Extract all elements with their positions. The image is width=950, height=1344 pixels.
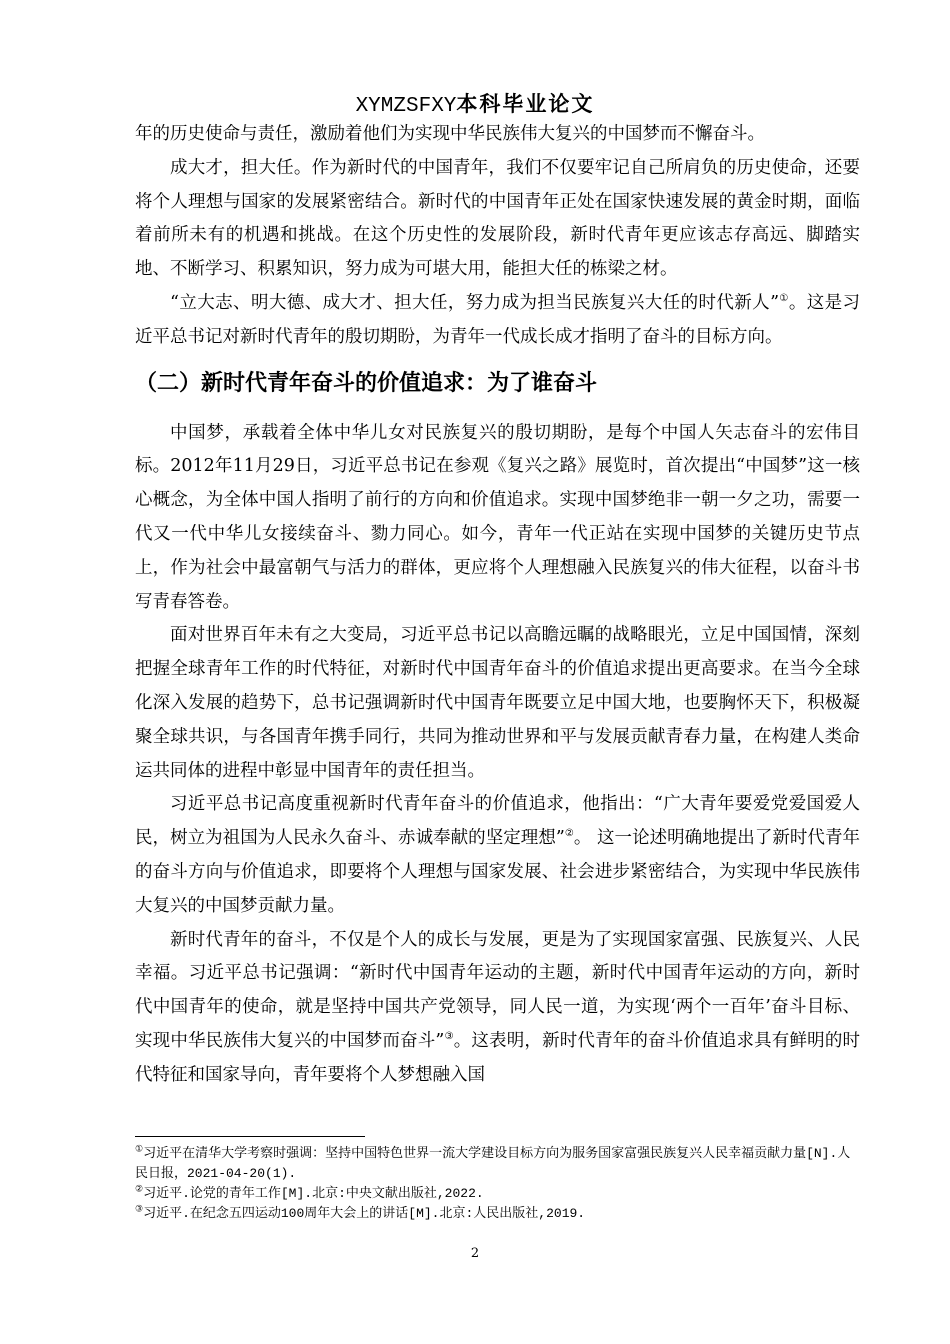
paragraph: 成大才，担大任。作为新时代的中国青年，我们不仅要牢记自己所肩负的历史使命，还要将个人理想与国家的发展紧密结合。新时代的中国青年正处在国家快速发展的黄金时期，面临着前所未有的机遇和挑战。在这个历史性的发展阶段，新时代青年更应该志存高远、脚踏实地、不断学习、积累知识，努力成为可堪大用，能担大任的栋梁之材。 — [135, 157, 860, 280]
section-heading: （二）新时代青年奋斗的价值追求：为了谁奋斗 — [135, 370, 598, 396]
paragraph: 中国梦，承载着全体中华儿女对民族复兴的殷切期盼，是每个中国人矢志奋斗的宏伟目标。2012年11月29日，习近平总书记在参观《复兴之路》展览时，首次提出“中国梦”这一核心概念，为全体中国人指明了前行的方向和价值追求。实现中国梦绝非一朝一夕之功，需要一代又一代中华儿女接续奋斗、勠力同心。如今，青年一代正站在实现中国梦的关键历史节点上，作为社会中最富朝气与活力的群体，更应将个人理想融入民族复兴的伟大征程，以奋斗书写青春答卷。 — [135, 422, 860, 612]
footnote-ref: ② — [564, 828, 574, 840]
header-code: XYMZSFXY — [355, 95, 457, 118]
footnote: ①习近平在清华大学考察时强调：坚持中国特色世界一流大学建设目标方向为服务国家富强民族复兴人民幸福贡献力量[N].人民日报，2021-04-20(1). — [135, 1144, 851, 1181]
page-number: 2 — [470, 1246, 480, 1261]
footnote-ref: ① — [779, 293, 789, 305]
footnote: ②习近平.论党的青年工作[M].北京:中央文献出版社,2022. — [135, 1184, 484, 1201]
header-label: 本科毕业论文 — [456, 92, 595, 116]
paragraph: 面对世界百年未有之大变局，习近平总书记以高瞻远瞩的战略眼光，立足中国国情，深刻把握全球青年工作的时代特征，对新时代中国青年奋斗的价值追求提出更高要求。在当今全球化深入发展的趋势下，总书记强调新时代中国青年既要立足中国大地，也要胸怀天下，积极凝聚全球共识，与各国青年携手同行，共同为推动世界和平与发展贡献青春力量，在构建人类命运共同体的进程中彰显中国青年的责任担当。 — [135, 625, 860, 781]
footnotes — [135, 1144, 860, 1224]
footnote: ③习近平.在纪念五四运动100周年大会上的讲话[M].北京:人民出版社,2019. — [135, 1204, 586, 1221]
footnote-separator — [135, 1136, 365, 1137]
paragraph-with-footnote: 新时代青年的奋斗，不仅是个人的成长与发展，更是为了实现国家富强、民族复兴、人民幸福。习近平总书记强调：“新时代中国青年运动的主题，新时代中国青年运动的方向，新时代中国青年的使命，就是坚持中国共产党领导，同人民一道，为实现‘两个一百年’奋斗目标、实现中华民族伟大复兴的中国梦而奋斗”③。这表明，新时代青年的奋斗价值追求具有鲜明的时代特征和国家导向，青年要将个人梦想融入国 — [135, 929, 860, 1085]
footnote-ref: ③ — [444, 1031, 454, 1043]
paragraph-with-footnote: 习近平总书记高度重视新时代青年奋斗的价值追求，他指出：“广大青年要爱党爱国爱人民，树立为祖国为人民永久奋斗、赤诚奉献的坚定理想”②。 这一论述明确地提出了新时代青年的奋斗方向与价值追求，即要将个人理想与国家发展、社会进步紧密结合，为实现中华民族伟大复兴的中国梦贡献力量。 — [135, 794, 860, 916]
paragraph-continuation: 年的历史使命与责任，激励着他们为实现中华民族伟大复兴的中国梦而不懈奋斗。 — [135, 124, 765, 144]
body-text — [135, 118, 860, 1093]
paragraph-with-footnote: “立大志、明大德、成大才、担大任，努力成为担当民族复兴大任的时代新人”①。这是习近平总书记对新时代青年的殷切期盼，为青年一代成长成才指明了奋斗的目标方向。 — [135, 292, 861, 347]
